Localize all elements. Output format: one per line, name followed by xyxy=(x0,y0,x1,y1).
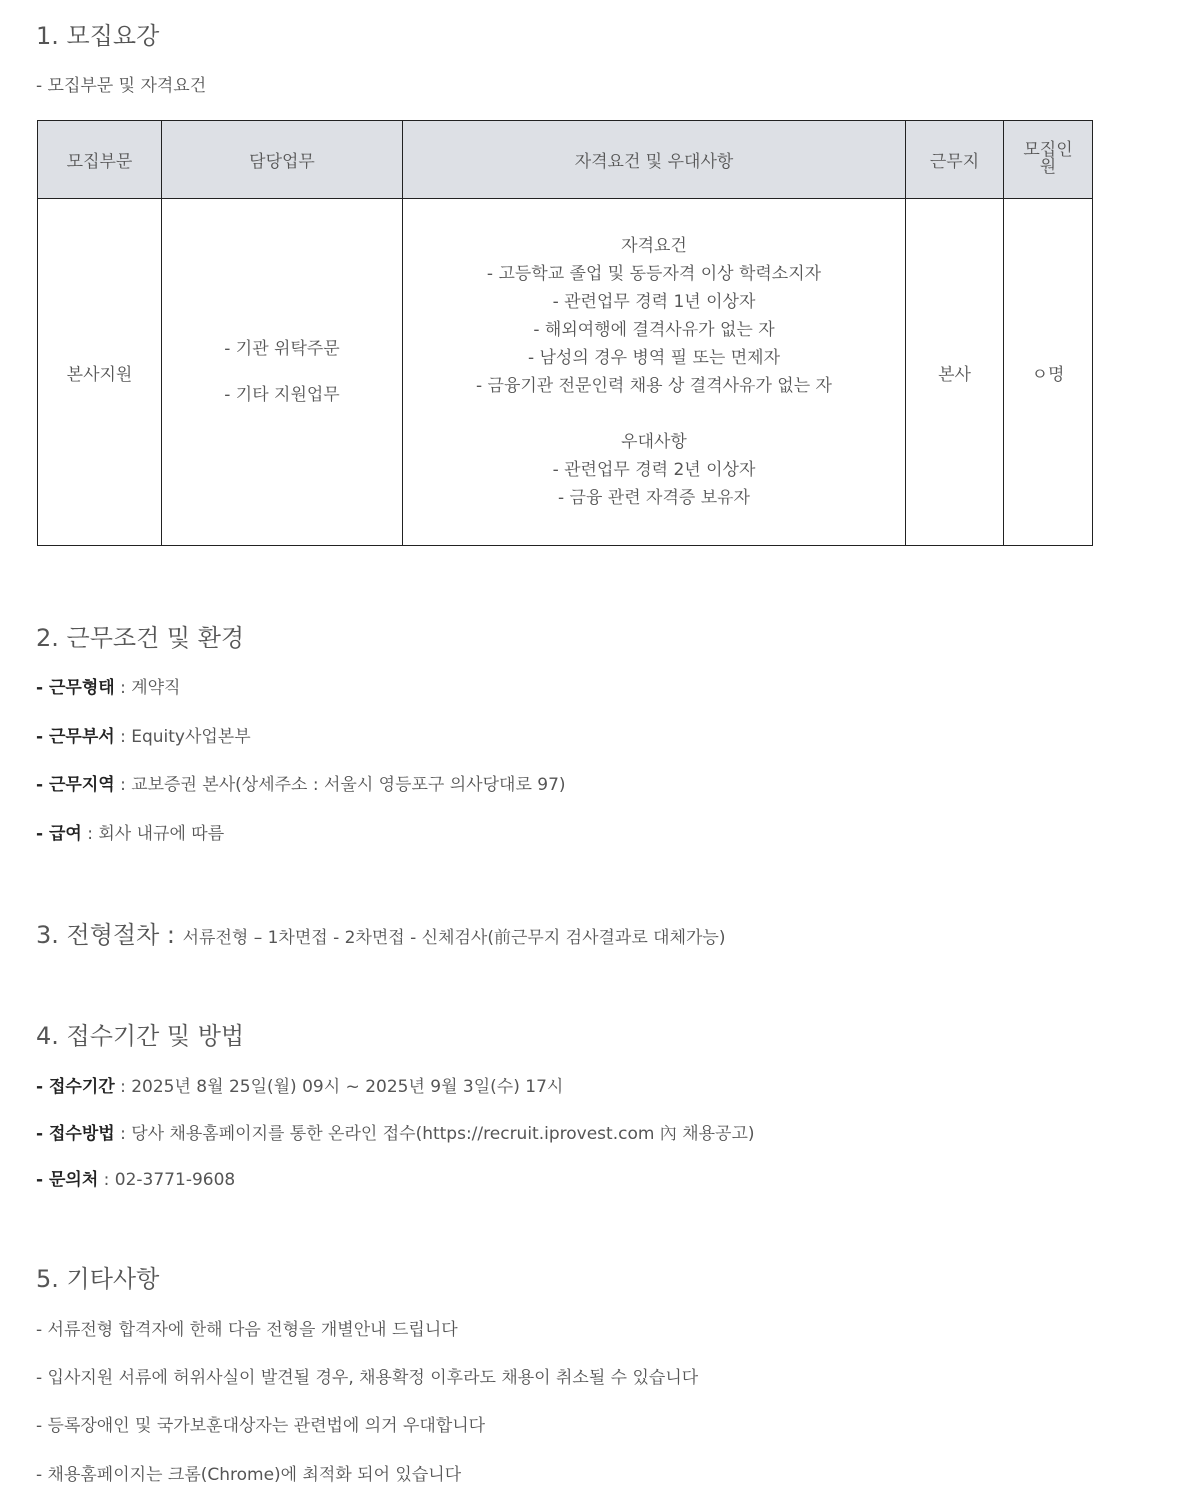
application-item xyxy=(36,1076,563,1098)
spacer xyxy=(403,400,905,428)
qualification-item: - 관련업무 경력 1년 이상자 xyxy=(552,292,756,312)
condition-label: - 근무지역 xyxy=(36,775,115,795)
cell-location: 본사 xyxy=(906,199,1004,546)
cell-duties xyxy=(162,199,403,546)
section-5-title: 5. 기타사항 xyxy=(36,1265,160,1293)
header-division: 모집부문 xyxy=(38,121,162,199)
application-label: - 접수기간 xyxy=(36,1077,115,1097)
table-header-row xyxy=(38,121,1093,199)
selection-process: 서류전형 – 1차면접 - 2차면접 - 신체검사(前근무지 검사결과로 대체가능) xyxy=(182,928,726,948)
section-2-title: 2. 근무조건 및 환경 xyxy=(36,624,245,652)
condition-value: : 계약직 xyxy=(114,678,181,698)
qualification-item: - 고등학교 졸업 및 동등자격 이상 학력소지자 xyxy=(486,264,822,284)
application-value: : 2025년 8월 25일(월) 09시 ~ 2025년 9월 3일(수) 17시 xyxy=(114,1077,564,1097)
preferences-heading: 우대사항 xyxy=(621,432,687,452)
section-1-subtitle: - 모집부문 및 자격요건 xyxy=(36,76,207,96)
condition-label: - 근무부서 xyxy=(36,727,115,747)
header-qualifications: 자격요건 및 우대사항 xyxy=(403,121,906,199)
condition-item xyxy=(36,726,251,748)
table-row xyxy=(38,199,1093,546)
section-3-line xyxy=(36,920,725,953)
header-headcount-line1: 모집인 xyxy=(1023,140,1073,160)
qualifications-heading: 자격요건 xyxy=(621,236,687,256)
condition-label: - 급여 xyxy=(36,824,82,844)
condition-value: : 회사 내규에 따름 xyxy=(81,824,225,844)
condition-label: - 근무형태 xyxy=(36,678,115,698)
cell-headcount: ㅇ명 xyxy=(1004,199,1093,546)
duty-item: - 기타 지원업무 xyxy=(224,385,340,405)
preference-item: - 관련업무 경력 2년 이상자 xyxy=(552,460,756,480)
qualification-item: - 남성의 경우 병역 필 또는 면제자 xyxy=(527,348,781,368)
condition-value: : 교보증권 본사(상세주소 : 서울시 영등포구 의사당대로 97) xyxy=(114,775,566,795)
notice-item: - 채용홈페이지는 크롬(Chrome)에 최적화 되어 있습니다 xyxy=(36,1465,462,1485)
qualification-item: - 금융기관 전문인력 채용 상 결격사유가 없는 자 xyxy=(476,376,832,396)
preference-item: - 금융 관련 자격증 보유자 xyxy=(558,488,750,508)
condition-item xyxy=(36,774,566,796)
application-item xyxy=(36,1123,755,1145)
notice-item: - 입사지원 서류에 허위사실이 발견될 경우, 채용확정 이후라도 채용이 취소될 수 있습니다 xyxy=(36,1368,699,1388)
cell-division: 본사지원 xyxy=(38,199,162,546)
section-3-title: 3. 전형절차 : xyxy=(36,921,183,949)
header-headcount xyxy=(1004,121,1093,199)
header-headcount-line2: 원 xyxy=(1039,157,1057,177)
section-1-title: 1. 모집요강 xyxy=(36,22,160,50)
application-label: - 문의처 xyxy=(36,1170,99,1190)
recruit-table xyxy=(37,120,1093,546)
cell-qualifications xyxy=(403,199,906,546)
condition-item xyxy=(36,677,180,699)
notice-item: - 서류전형 합격자에 한해 다음 전형을 개별안내 드립니다 xyxy=(36,1320,458,1340)
header-location: 근무지 xyxy=(906,121,1004,199)
qualification-item: - 해외여행에 결격사유가 없는 자 xyxy=(533,320,775,340)
duty-item: - 기관 위탁주문 xyxy=(224,339,340,359)
notice-item: - 등록장애인 및 국가보훈대상자는 관련법에 의거 우대합니다 xyxy=(36,1416,486,1436)
condition-item xyxy=(36,823,224,845)
header-duties: 담당업무 xyxy=(162,121,403,199)
application-value: : 당사 채용홈페이지를 통한 온라인 접수(https://recruit.iprovest.com 內 채용공고) xyxy=(114,1124,755,1144)
application-label: - 접수방법 xyxy=(36,1124,115,1144)
application-value: : 02-3771-9608 xyxy=(98,1170,236,1190)
application-item xyxy=(36,1169,235,1191)
condition-value: : Equity사업본부 xyxy=(114,727,251,747)
section-4-title: 4. 접수기간 및 방법 xyxy=(36,1022,245,1050)
